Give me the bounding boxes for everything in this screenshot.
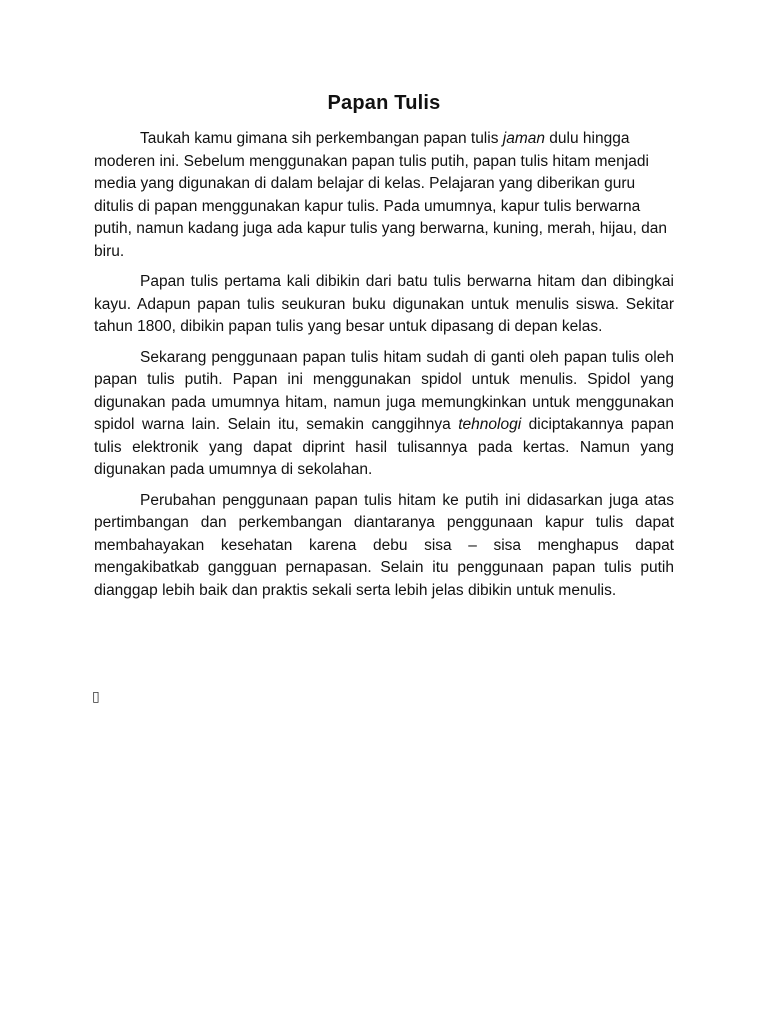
paragraph-1-italic-word: jaman (502, 130, 545, 147)
paragraph-2: Papan tulis pertama kali dibikin dari batu tulis berwarna hitam dan dibingkai kayu. Adapun papan tulis seukuran buku digunakan untuk menulis siswa. Sekitar tahun 1800, dibikin papan tulis yang besar untuk dipasang di depan kelas. (94, 273, 674, 335)
paragraph-3-italic-word: tehnologi (458, 416, 522, 433)
paragraph-1 (94, 128, 674, 263)
placeholder-glyph: ▯ (92, 689, 100, 705)
paragraph-3-text-start: Sekarang penggunaan papan tulis hitam sudah di ganti oleh papan tulis oleh papan tulis putih. Papan ini menggunakan spidol untuk menulis. Spidol yang digunakan pada umumnya hitam, namun juga memungkinkan untuk menggunakan spidol warna lain. Selain itu, semakin canggihnya (94, 348, 674, 433)
paragraph-4: Perubahan penggunaan papan tulis hitam ke putih ini didasarkan juga atas pertimbangan dan perkembangan diantaranya penggunaan kapur tulis dapat membahayakan kesehatan karena debu sisa – sisa menghapus dapat mengakibatkab gangguan pernapasan. Selain itu penggunaan papan tulis putih dianggap lebih baik dan praktis sekali serta lebih jelas dibikin untuk menulis. (94, 491, 674, 599)
document-title: Papan Tulis (327, 92, 441, 114)
paragraph-3-text-end: diciptakannya papan tulis elektronik yang dapat diprint hasil tulisannya pada kertas. Namun yang digunakan pada umumnya di sekolahan. (94, 416, 674, 478)
document-body (94, 128, 674, 610)
paragraph-3 (94, 347, 674, 482)
paragraph-1-text-end: dulu hingga moderen ini. Sebelum menggunakan papan tulis putih, papan tulis hitam menjadi media yang digunakan di dalam belajar di kelas. Pelajaran yang diberikan guru ditulis di papan menggunakan kapur tulis. Pada umumnya, kapur tulis berwarna putih, namun kadang juga ada kapur tulis yang berwarna, kuning, merah, hijau, dan biru. (94, 130, 668, 260)
paragraph-1-text-start: Taukah kamu gimana sih perkembangan papan tulis (140, 130, 503, 147)
